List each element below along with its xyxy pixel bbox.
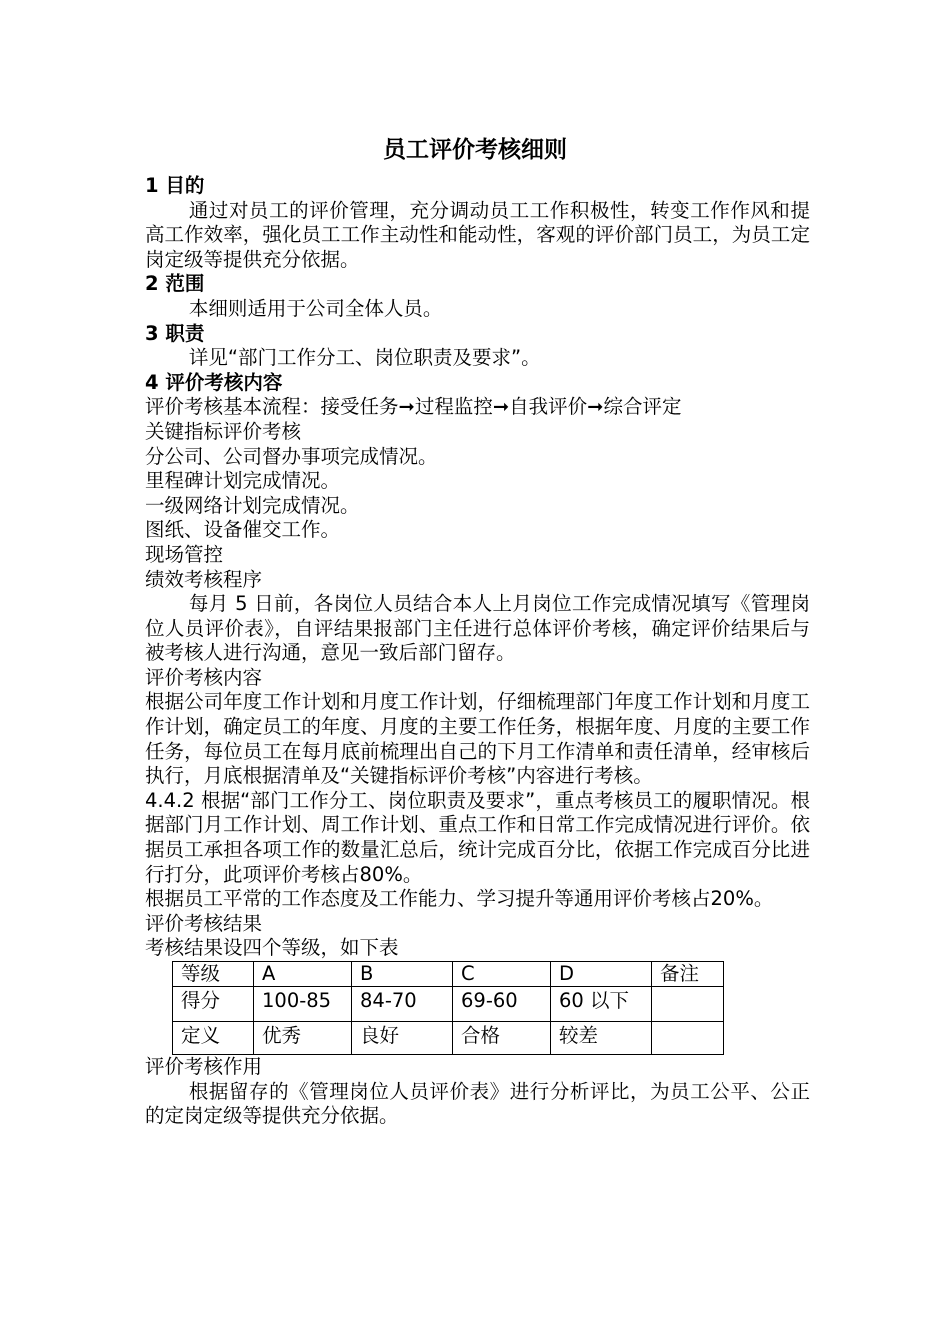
table-cell: 100-85 [254,987,352,1022]
kpi-heading: 关键指标评价考核 [145,419,302,443]
responsibility-paragraph: 详见“部门工作分工、岗位职责及要求”。 [188,346,541,370]
content-heading: 评价考核内容 [145,665,263,689]
table-header-cell: C [453,962,551,987]
process-flow: 评价考核基本流程：接受任务➞过程监控➞自我评价➞综合评定 [145,395,682,419]
table-header-cell: 备注 [652,962,724,987]
section-heading-purpose: 1 目的 [145,174,205,197]
table-cell: 优秀 [254,1022,352,1055]
result-heading: 评价考核结果 [145,911,263,935]
table-cell: 良好 [352,1022,453,1055]
content-paragraph-3: 根据员工平常的工作态度及工作能力、学习提升等通用评价考核占20%。 [145,887,774,911]
effect-heading: 评价考核作用 [145,1055,263,1078]
kpi-item: 里程碑计划完成情况。 [145,469,341,493]
table-cell: 合格 [453,1022,551,1055]
procedure-heading: 绩效考核程序 [145,567,263,591]
document-title: 员工评价考核细则 [383,137,567,163]
table-header-cell: A [254,962,352,987]
kpi-item: 现场管控 [145,542,224,566]
table-header-cell: 等级 [173,962,254,987]
table-header-row [173,962,724,987]
scope-paragraph: 本细则适用于公司全体人员。 [188,296,443,320]
table-cell: 得分 [173,987,254,1022]
table-row [173,987,724,1022]
table-cell: 84-70 [352,987,453,1022]
table-cell: 较差 [551,1022,652,1055]
section-heading-content: 4 评价考核内容 [145,370,283,394]
effect-paragraph: 根据留存的《管理岗位人员评价表》进行分析评比，为员工公平、公正的定岗定级等提供充分依据。 [145,1079,810,1128]
kpi-item: 图纸、设备催交工作。 [145,518,341,542]
table-cell [652,1022,724,1055]
table-row [173,1022,724,1055]
table-cell [652,987,724,1022]
table-header-cell: B [352,962,453,987]
content-paragraph-1: 根据公司年度工作计划和月度工作计划，仔细梳理部门年度工作计划和月度工作计划，确定员工的年度、月度的主要工作任务，根据年度、月度的主要工作任务，每位员工在每月底前梳理出自己的下月工作清单和责任清单，经审核后执行，月底根据清单及“关键指标评价考核”内容进行考核。 [145,690,810,788]
grade-table [172,961,724,1055]
procedure-paragraph: 每月 5 日前，各岗位人员结合本人上月岗位工作完成情况填写《管理岗位人员评价表》，自评结果报部门主任进行总体评价考核，确定评价结果后与被考核人进行沟通，意见一致后部门留存。 [145,592,810,665]
document-body [145,174,810,1129]
content-paragraph-2: 4.4.2 根据“部门工作分工、岗位职责及要求”，重点考核员工的履职情况。根据部门月工作计划、周工作计划、重点工作和日常工作完成情况进行评价。依据员工承担各项工作的数量汇总后，统计完成百分比，依据工作完成百分比进行打分，此项评价考核占80%。 [145,788,810,886]
result-intro: 考核结果设四个等级，如下表 [145,936,399,960]
section-heading-scope: 2 范围 [145,272,205,296]
kpi-item: 一级网络计划完成情况。 [145,493,360,517]
table-cell: 定义 [173,1022,254,1055]
table-cell: 69-60 [453,987,551,1022]
section-heading-responsibility: 3 职责 [145,321,205,345]
purpose-paragraph: 通过对员工的评价管理，充分调动员工工作积极性，转变工作作风和提高工作效率，强化员工工作主动性和能动性，客观的评价部门员工，为员工定岗定级等提供充分依据。 [145,198,810,271]
table-cell: 60 以下 [551,987,652,1022]
table-header-cell: D [551,962,652,987]
kpi-item: 分公司、公司督办事项完成情况。 [145,444,438,468]
